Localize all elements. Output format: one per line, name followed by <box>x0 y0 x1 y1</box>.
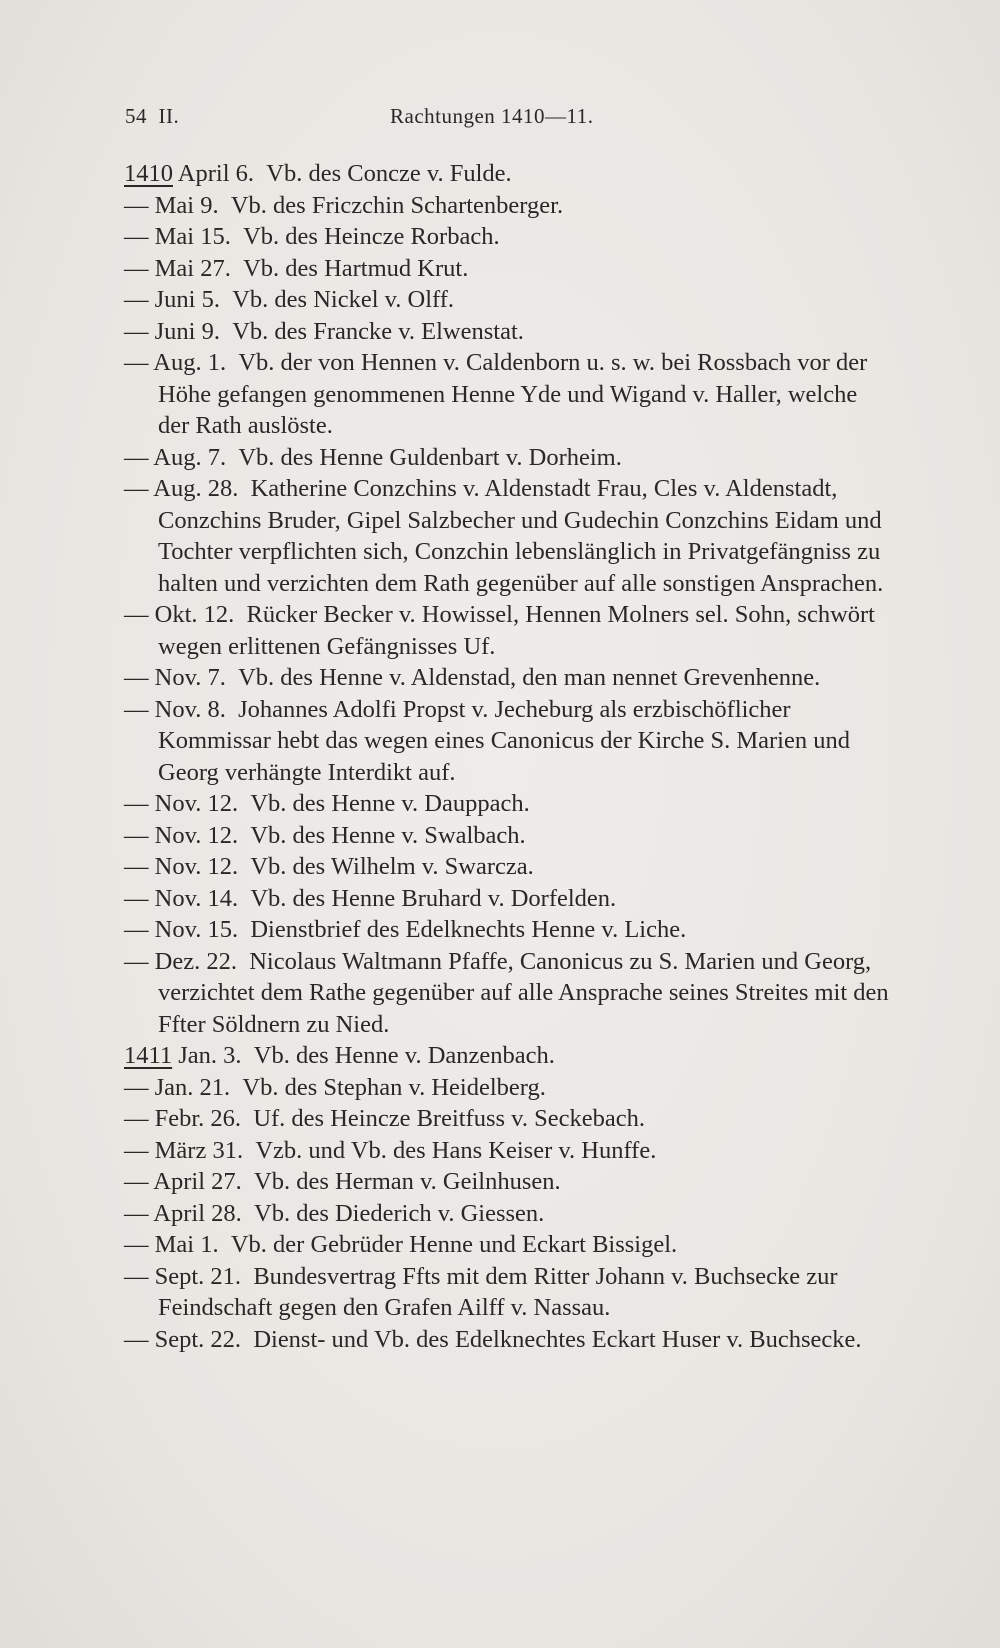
entry-date: April 28. <box>153 1199 242 1227</box>
entry-dash: — <box>124 317 149 345</box>
entry <box>124 1072 894 1104</box>
entry-dash: — <box>124 1325 149 1353</box>
entry-list <box>124 158 894 1355</box>
entry-dash: — <box>124 1105 149 1132</box>
entry-text: Bundesvertrag Ffts mit dem Ritter Johann v. Buchsecke zur Feindschaft gegen den Grafen Ailff v. Nassau. <box>158 1262 838 1321</box>
entry-date: Febr. 26. <box>154 1105 242 1132</box>
entry-dash: — <box>124 349 149 376</box>
entry-dash: — <box>124 1231 149 1258</box>
entry-date: Mai 1. <box>154 1231 219 1258</box>
entry-dash: — <box>124 695 149 723</box>
entry-text: Dienstbrief des Edelknechts Henne v. Liche. <box>250 916 687 943</box>
running-header <box>125 104 635 136</box>
entry-date: Sept. 22. <box>154 1325 242 1353</box>
entry-dash: — <box>124 1136 149 1164</box>
entry-dash: — <box>124 1073 149 1101</box>
entry-text: Vb. des Nickel v. Olff. <box>232 286 455 313</box>
entry <box>124 316 894 348</box>
entry-date: Nov. 8. <box>154 695 226 723</box>
entry <box>124 1135 894 1167</box>
entry-dash: — <box>124 916 149 943</box>
entry-date: Mai 27. <box>154 254 231 282</box>
entry-text: Vb. des Henne v. Dauppach. <box>250 790 530 817</box>
entry-date: Aug. 7. <box>153 443 227 471</box>
entry-date: Mai 9. <box>154 191 219 219</box>
entry <box>124 284 894 316</box>
entry <box>124 442 894 474</box>
entry-text: Vb. des Diederich v. Giessen. <box>254 1199 545 1227</box>
entry-date: Juni 5. <box>154 286 220 313</box>
entry-date: Nov. 12. <box>154 853 239 880</box>
entry <box>124 158 894 190</box>
entry-text: Vb. des Henne Guldenbart v. Dorheim. <box>238 443 622 471</box>
entry-text: Vb. des Henne Bruhard v. Dorfelden. <box>250 884 617 912</box>
entry-text: Vb. des Concze v. Fulde. <box>266 160 512 187</box>
entry-dash: — <box>124 1168 149 1195</box>
page-title: Rachtungen 1410—11. <box>390 104 594 128</box>
entry-date: Okt. 12. <box>154 601 235 628</box>
entry-dash: — <box>124 475 149 502</box>
entry <box>124 1261 894 1324</box>
entry-text: Vzb. und Vb. des Hans Keiser v. Hunffe. <box>255 1136 657 1164</box>
entry-date: Aug. 1. <box>153 349 227 376</box>
entry-date: Jan. 3. <box>178 1042 242 1069</box>
entry-text: Rücker Becker v. Howissel, Hennen Molners sel. Sohn, schwört wegen erlittenen Gefängnisses Uf. <box>158 601 875 660</box>
entry-date: Nov. 12. <box>154 790 239 817</box>
entry <box>124 820 894 852</box>
entry-date: April 27. <box>153 1168 242 1195</box>
entry <box>124 1324 894 1356</box>
entry-year: 1411 <box>124 1042 173 1069</box>
entry-text: Dienst- und Vb. des Edelknechtes Eckart Huser v. Buchsecke. <box>253 1325 862 1353</box>
entry <box>124 473 894 599</box>
entry-dash: — <box>124 853 149 880</box>
entry <box>124 1229 894 1261</box>
entry-date: Aug. 28. <box>153 475 239 502</box>
page-number: 54 II. <box>125 104 180 128</box>
entry <box>124 694 894 789</box>
entry <box>124 788 894 820</box>
entry <box>124 1040 894 1072</box>
entry-date: März 31. <box>154 1136 244 1164</box>
entry <box>124 347 894 442</box>
entry-date: Nov. 14. <box>154 884 239 912</box>
entry-text: Vb. des Friczchin Schartenberger. <box>230 191 564 219</box>
entry-dash: — <box>124 191 149 219</box>
entry-dash: — <box>124 1199 149 1227</box>
entry <box>124 190 894 222</box>
entry-text: Vb. der von Hennen v. Caldenborn u. s. w. bei Rossbach vor der Höhe gefangen genommenen Henne Yde und Wigand v. Haller, welche der Rath auslöste. <box>158 349 868 439</box>
entry-year: 1410 <box>124 160 173 187</box>
entry-date: Mai 15. <box>154 223 231 250</box>
entry-text: Vb. des Wilhelm v. Swarcza. <box>250 853 534 880</box>
entry-date: Nov. 15. <box>154 916 239 943</box>
entry <box>124 1103 894 1135</box>
entry <box>124 221 894 253</box>
entry-dash: — <box>124 790 149 817</box>
entry-text: Johannes Adolfi Propst v. Jecheburg als erzbischöflicher Kommissar hebt das wegen eines Canonicus der Kirche S. Marien und Georg verhängte Interdikt auf. <box>158 695 850 786</box>
entry-date: Dez. 22. <box>154 947 237 975</box>
entry-date: Nov. 12. <box>154 821 239 849</box>
entry-dash: — <box>124 884 149 912</box>
entry-text: Uf. des Heincze Breitfuss v. Seckebach. <box>253 1105 645 1132</box>
entry-dash: — <box>124 223 149 250</box>
entry-text: Vb. des Herman v. Geilnhusen. <box>254 1168 561 1195</box>
entry <box>124 1198 894 1230</box>
entry <box>124 851 894 883</box>
entry-text: Nicolaus Waltmann Pfaffe, Canonicus zu S. Marien und Georg, verzichtet dem Rathe gegenüber auf alle Ansprache seines Streites mit den Ffter Söldnern zu Nied. <box>158 947 889 1038</box>
entry <box>124 914 894 946</box>
entry <box>124 883 894 915</box>
entry-date: Sept. 21. <box>154 1262 242 1290</box>
entry-dash: — <box>124 664 149 691</box>
entry-date: Nov. 7. <box>154 664 226 691</box>
entry-text: Vb. des Francke v. Elwenstat. <box>232 317 524 345</box>
entry-dash: — <box>124 254 149 282</box>
entry-date: April 6. <box>177 160 254 187</box>
entry-dash: — <box>124 947 149 975</box>
entry <box>124 1166 894 1198</box>
entry-dash: — <box>124 601 149 628</box>
entry <box>124 599 894 662</box>
entry-text: Katherine Conzchins v. Aldenstadt Frau, Cles v. Aldenstadt, Conzchins Bruder, Gipel Salzbecher und Gudechin Conzchins Eidam und Tochter verpflichten sich, Conzchin lebenslänglich in Privatgefängniss zu halten und verzichten dem Rath gegenüber auf alle sonstigen Ansprachen. <box>158 475 884 597</box>
entry-text: Vb. des Henne v. Aldenstad, den man nennet Grevenhenne. <box>238 664 821 691</box>
entry <box>124 662 894 694</box>
entry-date: Juni 9. <box>154 317 220 345</box>
entry-text: Vb. des Stephan v. Heidelberg. <box>242 1073 546 1101</box>
entry-date: Jan. 21. <box>154 1073 231 1101</box>
entry-text: Vb. des Henne v. Swalbach. <box>250 821 526 849</box>
entry <box>124 253 894 285</box>
entry-text: Vb. des Henne v. Danzenbach. <box>253 1042 555 1069</box>
entry-text: Vb. des Hartmud Krut. <box>243 254 469 282</box>
entry-text: Vb. des Heincze Rorbach. <box>243 223 500 250</box>
entry <box>124 946 894 1041</box>
entry-dash: — <box>124 821 149 849</box>
entry-dash: — <box>124 1262 149 1290</box>
entry-dash: — <box>124 286 149 313</box>
entry-dash: — <box>124 443 149 471</box>
entry-text: Vb. der Gebrüder Henne und Eckart Bissigel. <box>230 1231 678 1258</box>
section-number: II. <box>158 104 180 128</box>
